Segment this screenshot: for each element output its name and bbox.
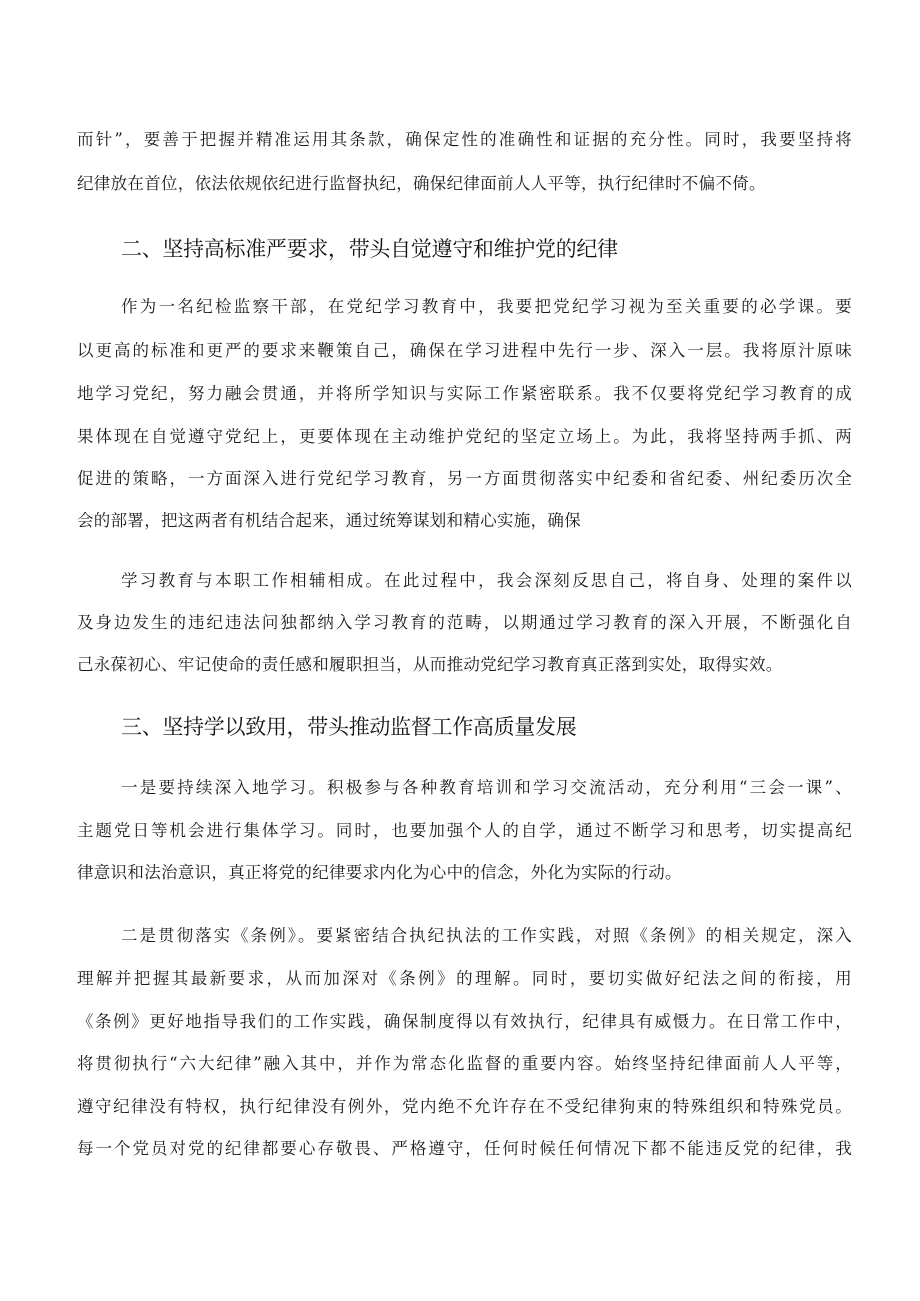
- section-heading: 二、坚持高标准严要求，带头自觉遵守和维护党的纪律: [121, 237, 618, 261]
- text-line: 理解并把握其最新要求，从而加深对《条例》的理解。同时，要切实做好纪法之间的衔接，用: [77, 969, 852, 988]
- text-line: 促进的策略，一方面深入进行党纪学习教育，另一方面贯彻落实中纪委和省纪委、州纪委历次全: [77, 469, 852, 488]
- text-line: 将贯彻执行“六大纪律”融入其中，并作为常态化监督的重要内容。始终坚持纪律面前人人平等，: [77, 1054, 852, 1073]
- text-line: 果体现在自觉遵守党纪上，更要体现在主动维护党纪的坚定立场上。为此，我将坚持两手抓、两: [77, 427, 852, 446]
- section-heading: 三、坚持学以致用，带头推动监督工作高质量发展: [121, 715, 577, 739]
- text-line: 而针”，要善于把握并精准运用其条款，确保定性的准确性和证据的充分性。同时，我要坚持将: [77, 130, 852, 149]
- text-line: 《条例》更好地指导我们的工作实践，确保制度得以有效执行，纪律具有威慑力。在日常工作中，: [77, 1012, 852, 1031]
- text-line: 地学习党纪，努力融会贯通，并将所学知识与实际工作紧密联系。我不仅要将党纪学习教育的成: [77, 384, 852, 403]
- text-line: 主题党日等机会进行集体学习。同时，也要加强个人的自学，通过不断学习和思考，切实提高纪: [77, 821, 852, 840]
- text-line: 作为一名纪检监察干部，在党纪学习教育中，我要把党纪学习视为至关重要的必学课。要: [121, 297, 852, 316]
- text-line: 遵守纪律没有特权，执行纪律没有例外，党内绝不允许存在不受纪律狗束的特殊组织和特殊党员。: [77, 1097, 852, 1116]
- text-line: 律意识和法治意识，真正将党的纪律要求内化为心中的信念，外化为实际的行动。: [77, 863, 682, 882]
- text-line: 二是贯彻落实《条例》。要紧密结合执纪执法的工作实践，对照《条例》的相关规定，深入: [121, 926, 852, 945]
- text-line: 纪律放在首位，依法依规依纪进行监督执纪，确保纪律面前人人平等，执行纪律时不偏不倚。: [77, 174, 766, 193]
- text-line: 及身边发生的违纪违法问独都纳入学习教育的范畴，以期通过学习教育的深入开展，不断强化自: [77, 613, 852, 632]
- text-line: 以更高的标准和更严的要求来鞭策自己，确保在学习进程中先行一步、深入一层。我将原汁原味: [77, 341, 852, 360]
- text-line: 会的部署，把这两者有机结合起来，通过统筹谋划和精心实施，确保: [77, 511, 581, 530]
- text-line: 每一个党员对党的纪律都要心存敬畏、严格遵守，任何时候任何情况下都不能违反党的纪律，我: [77, 1139, 852, 1158]
- text-line: 学习教育与本职工作相辅相成。在此过程中，我会深刻反思自己，将自身、处理的案件以: [121, 571, 852, 590]
- text-line: 己永葆初心、牢记使命的责任感和履职担当，从而推动党纪学习教育真正落到实处，取得实效。: [77, 655, 783, 674]
- text-line: 一是要持续深入地学习。积极参与各种教育培训和学习交流活动，充分利用“三会一课”、: [121, 778, 852, 797]
